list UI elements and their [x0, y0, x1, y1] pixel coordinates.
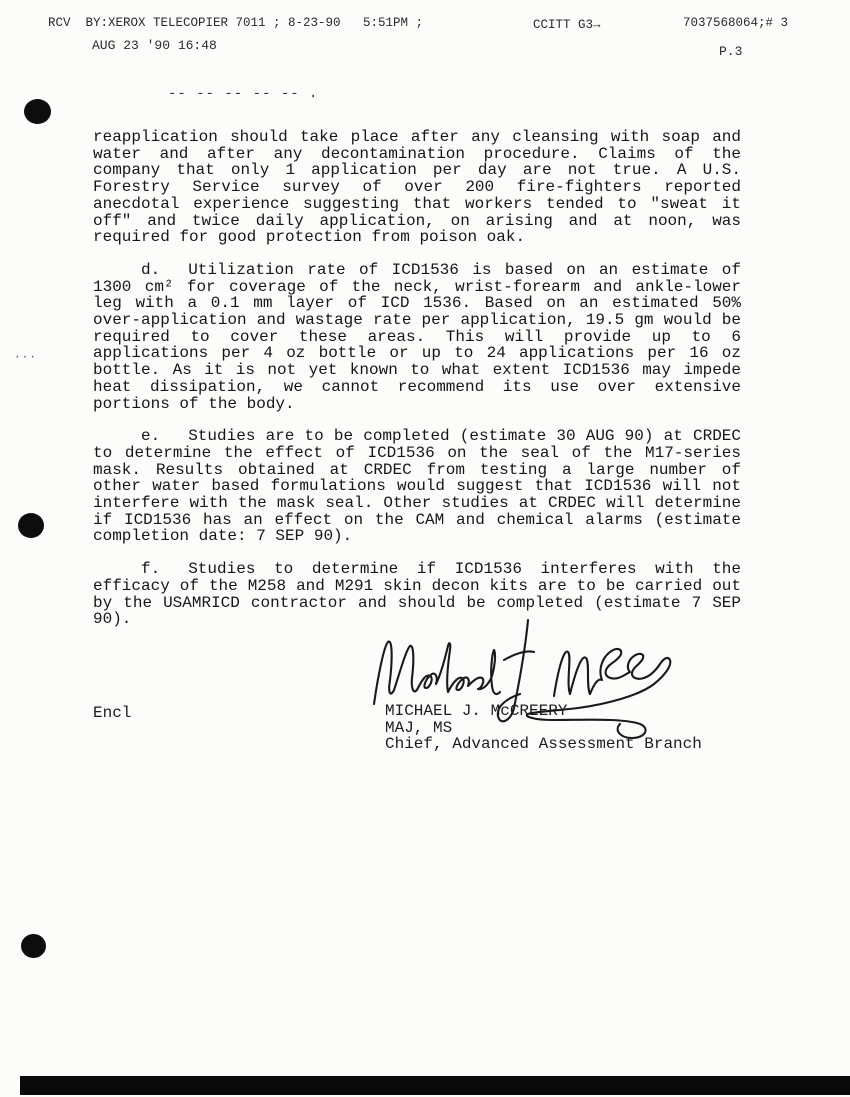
dash-mark: -- -- -- -- -- .: [168, 86, 319, 102]
enclosure-note: Encl: [93, 704, 132, 722]
scan-artifact: ···: [14, 352, 37, 364]
scan-bottom-bar: [20, 1076, 850, 1095]
signer-rank: MAJ, MS: [385, 718, 453, 737]
paragraph: [93, 129, 741, 246]
hole-punch: [21, 934, 46, 958]
fax-header-pagenumber: P.3: [719, 44, 743, 59]
paragraph-label: f.: [141, 560, 161, 579]
document-body: [93, 129, 741, 644]
hole-punch: [24, 99, 51, 124]
paragraph-text: reapplication should take place after any cleansing with soap and water and after any decontamination procedure. Claims of the company that only 1 application per day are not true. A U.S. Forestry Service survey of over 200 fire-fighters reported anecdotal experience suggesting that workers tended to "sweat it off" and twice daily application, on arising and at noon, was required for good protection from poison oak.: [93, 128, 741, 247]
paragraph: [93, 428, 741, 545]
paragraph-label: e.: [141, 427, 161, 446]
fax-header-receiver: RCV BY:XEROX TELECOPIER 7011 ; 8-23-90 5:51PM ;: [48, 16, 424, 30]
fax-header-standard: CCITT G3→: [533, 18, 601, 32]
paragraph: [93, 561, 741, 628]
signer-name: MICHAEL J. McCREERY: [385, 702, 568, 720]
paragraph-text: Studies to determine if ICD1536 interferes with the efficacy of the M258 and M291 skin decon kits are to be carried out by the USAMRICD contractor and should be completed (estimate 7 SEP 90).: [93, 560, 741, 629]
signer-title: Chief, Advanced Assessment Branch: [385, 735, 702, 754]
paragraph: [93, 262, 741, 412]
paragraph-text: Utilization rate of ICD1536 is based on an estimate of 1300 cm² for coverage of the neck, wrist-forearm and ankle-lower leg with a 0.1 mm layer of ICD 1536. Based on an estimated 50% over-application and wastage rate per application, 19.5 gm would be required to cover these areas. This will provide up to 6 applications per 4 oz bottle or up to 24 applications per 16 oz bottle. As it is not yet known to what extent ICD1536 may impede heat dissipation, we cannot recommend its use over extensive portions of the body.: [93, 260, 741, 413]
hole-punch: [18, 513, 44, 538]
paragraph-text: Studies are to be completed (estimate 30 AUG 90) at CRDEC to determine the effect of ICD1536 on the seal of the M17-series mask. Results obtained at CRDEC from testing a large number of other water based formulations would suggest that ICD1536 will not interfere with the mask seal. Other studies at CRDEC will determine if ICD1536 has an effect on the CAM and chemical alarms (estimate completion date: 7 SEP 90).: [93, 427, 741, 546]
signature-block: [385, 703, 702, 753]
paragraph-label: d.: [141, 260, 161, 279]
fax-header-number: 7037568064;# 3: [683, 16, 789, 30]
fax-header-datetime: AUG 23 '90 16:48: [92, 38, 217, 53]
